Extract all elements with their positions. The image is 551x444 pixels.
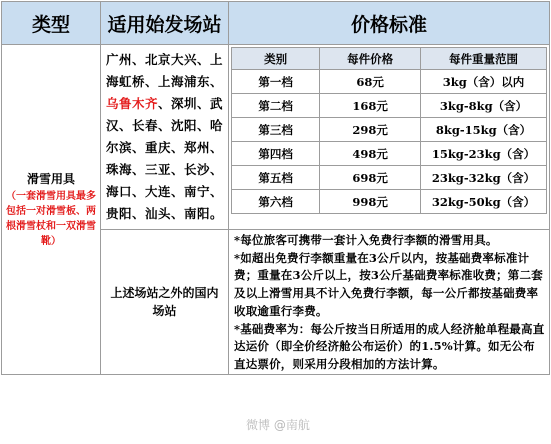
col-level: 类别 — [232, 48, 320, 70]
level-cell: 第一档 — [232, 70, 320, 94]
table-row — [232, 190, 547, 214]
level-cell: 第三档 — [232, 118, 320, 142]
watermark-text: 微博 @南航 — [246, 418, 310, 432]
note-base-rate: *基础费率为：每公斤按当日所适用的成人经济舱单程最高直达运价（即全价经济舱公布运价）的1.5%计算。如无公布直达票价，则采用分段相加的方法计算。 — [234, 321, 545, 371]
col-weight: 每件重量范围 — [420, 48, 546, 70]
table-header-row — [2, 2, 550, 45]
col-price: 每件价格 — [320, 48, 421, 70]
header-price: 价格标准 — [229, 2, 550, 45]
price-value: 68元 — [320, 70, 421, 94]
table-row — [232, 70, 547, 94]
price-table-header — [232, 48, 547, 70]
level-cell: 第六档 — [232, 190, 320, 214]
table-row — [232, 142, 547, 166]
table-row — [2, 45, 550, 230]
stations-text-1: 广州、北京大兴、上海虹桥、上海浦东、 — [106, 52, 224, 89]
level-cell: 第五档 — [232, 166, 320, 190]
price-table — [231, 47, 547, 214]
category-note: （一套滑雪用具最多包括一对滑雪板、两根滑雪杖和一双滑雪靴） — [6, 190, 96, 247]
table-row — [232, 94, 547, 118]
stations-text-2: 、深圳、武汉、长春、沈阳、哈尔滨、重庆、郑州、珠海、三亚、长沙、海口、大连、南宁、贵阳、汕头、南阳。 — [106, 96, 224, 221]
weight-range: 32kg-50kg（含） — [420, 190, 546, 214]
price-value: 698元 — [320, 166, 421, 190]
listed-stations-cell — [101, 45, 229, 230]
price-cell — [229, 45, 550, 230]
price-value: 998元 — [320, 190, 421, 214]
weight-range: 3kg-8kg（含） — [420, 94, 546, 118]
header-stations: 适用始发场站 — [101, 2, 229, 45]
table-row — [232, 118, 547, 142]
note-free-allowance: *每位旅客可携带一套计入免费行李额的滑雪用具。 — [234, 233, 498, 247]
weight-range: 23kg-32kg（含） — [420, 166, 546, 190]
category-cell — [2, 45, 101, 375]
price-value: 498元 — [320, 142, 421, 166]
price-value: 298元 — [320, 118, 421, 142]
notes-cell — [229, 230, 550, 375]
weight-range: 15kg-23kg（含） — [420, 142, 546, 166]
table-row — [232, 166, 547, 190]
header-type: 类型 — [2, 2, 101, 45]
weight-range: 3kg（含）以内 — [420, 70, 546, 94]
level-cell: 第二档 — [232, 94, 320, 118]
stations-highlight: 乌鲁木齐 — [106, 96, 159, 111]
category-name: 滑雪用具 — [26, 171, 75, 186]
weight-range: 8kg-15kg（含） — [420, 118, 546, 142]
note-overweight-rule: *如超出免费行李额重量在3公斤以内，按基础费率标准计费；重量在3公斤以上，按3公斤基础费率标准收费；第二套及以上滑雪用具不计入免费行李额，每一公斤都按基础费率收取逾重行李费。 — [234, 250, 543, 318]
level-cell: 第四档 — [232, 142, 320, 166]
other-stations-cell: 上述场站之外的国内场站 — [101, 230, 229, 375]
ski-equipment-fee-table — [1, 1, 550, 375]
price-value: 168元 — [320, 94, 421, 118]
